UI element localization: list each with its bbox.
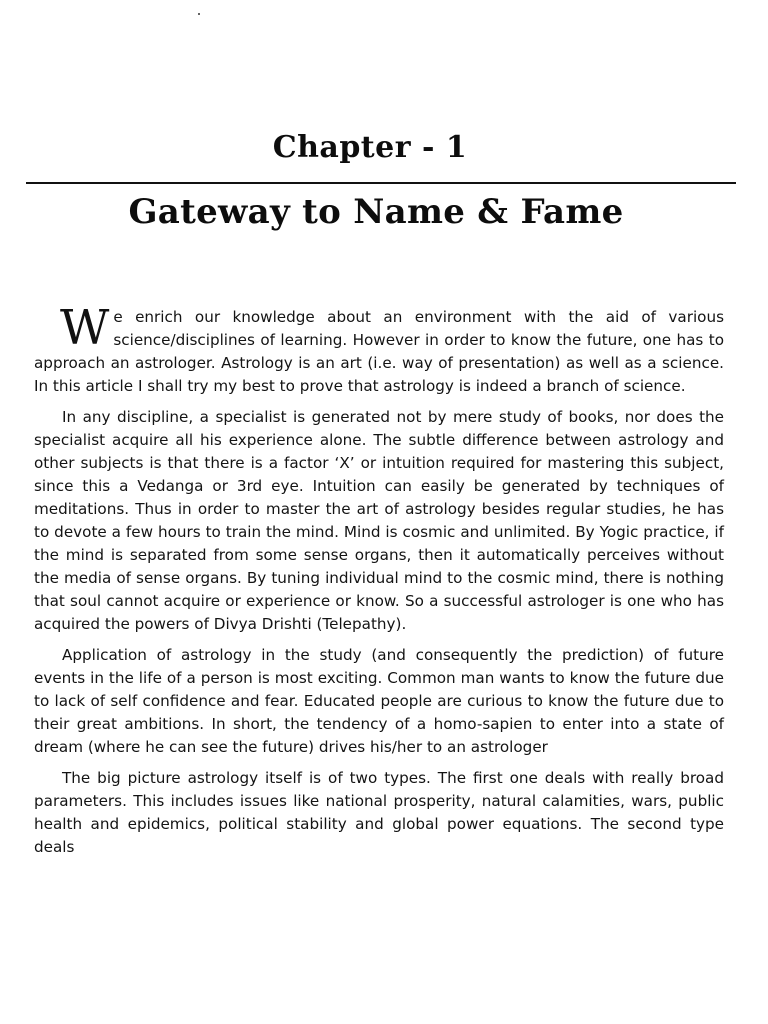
drop-cap: W [60, 300, 110, 356]
scan-speck [198, 13, 200, 15]
paragraph-3: Application of astrology in the study (and consequently the prediction) of future events in the life of a person is most exciting. Common man wants to know the future due to lack of self confidence and fear. Educated people are curious to know the future due to their great ambitions. In short, the tendency of a homo-sapien to enter into a state of dream (where he can see the future) drives his/her to an astrologer [34, 646, 724, 756]
title-divider [26, 182, 736, 184]
paragraph-2: In any discipline, a specialist is generated not by mere study of books, nor does the specialist acquire all his experience alone. The subtle difference between astrology and other subjects is that there is a factor ‘X’ or intuition required for mastering this subject, since this a Vedanga or 3rd eye. Intuition can easily be generated by techniques of meditations. Thus in order to master the art of astrology besides regular studies, he has to devote a few hours to train the mind. Mind is cosmic and unlimited. By Yogic practice, if the mind is separated from some sense organs, then it automatically perceives without the media of sense organs. By tuning individual mind to the cosmic mind, there is nothing that soul cannot acquire or experience or know. So a successful astrologer is one who has acquired the powers of Divya Drishti (Telepathy). [34, 408, 724, 633]
paragraph-1 [34, 300, 724, 398]
chapter-body [34, 300, 724, 867]
chapter-title: Gateway to Name & Fame [128, 192, 624, 232]
paragraph-4: The big picture astrology itself is of two types. The first one deals with really broad parameters. This includes issues like national prosperity, natural calamities, wars, public health and epidemics, political stability and global power equations. The second type deals [34, 769, 724, 856]
paragraph-1-text: e enrich our knowledge about an environment with the aid of various science/disciplines of learning. However in order to know the future, one has to approach an astrologer. Astrology is an art (i.e. way of presentation) as well as a science. In this article I shall try my best to prove that astrology is indeed a branch of science. [34, 308, 724, 395]
chapter-label: Chapter - 1 [272, 130, 468, 165]
